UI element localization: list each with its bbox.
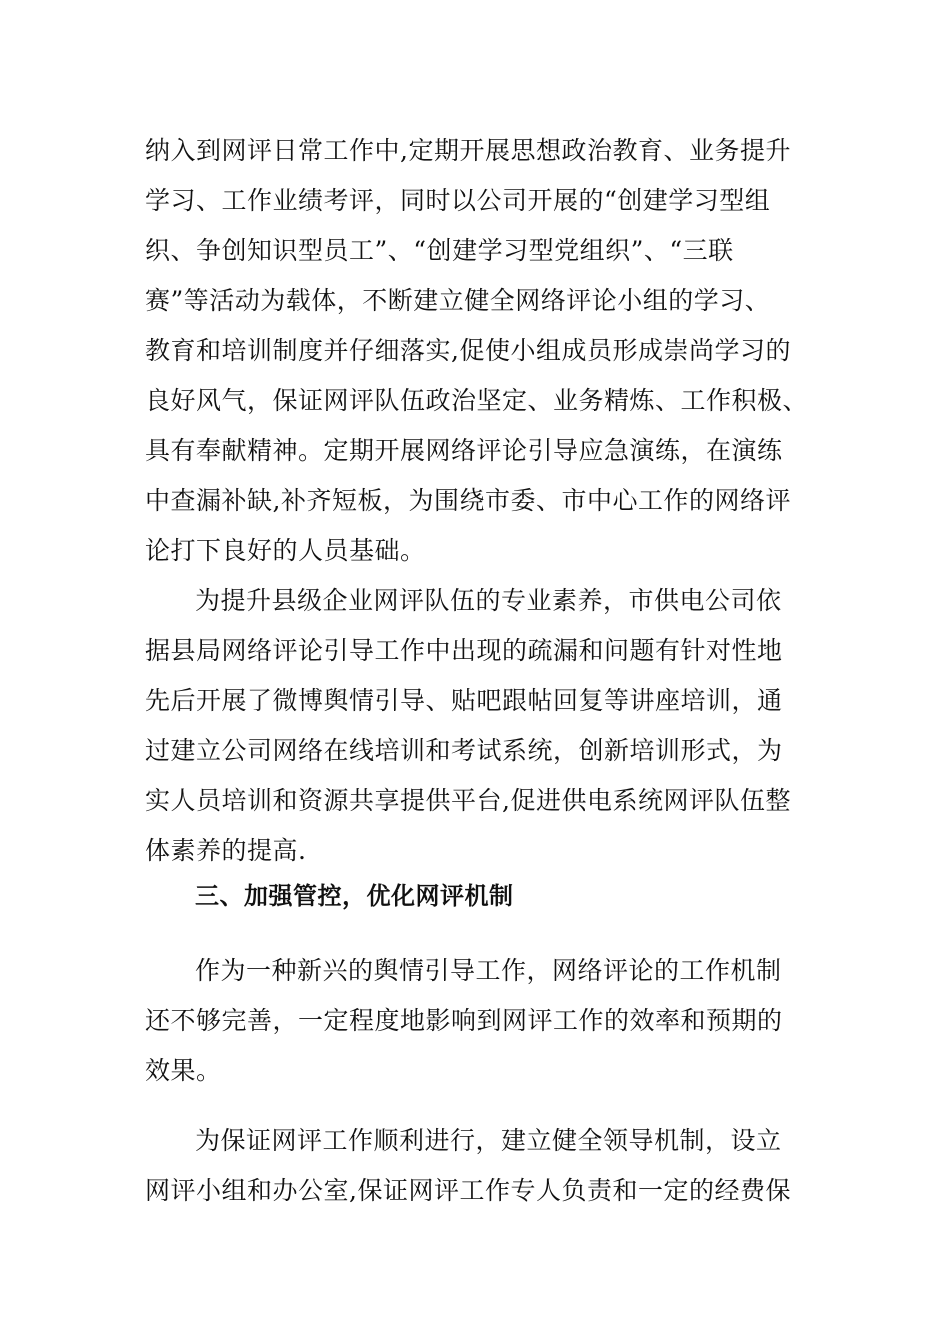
paragraph-line: 良好风气，保证网评队伍政治坚定、业务精炼、工作积极、 [145,386,809,415]
paragraph-line: 论打下良好的人员基础。 [145,536,426,565]
paragraph-line: 织、争创知识型员工”、“创建学习型党组织”、“三联 [145,236,734,265]
paragraph-line: 还不够完善，一定程度地影响到网评工作的效率和预期的 [145,1006,783,1035]
paragraph-line: 效果。 [145,1056,222,1085]
paragraph-line: 纳入到网评日常工作中,定期开展思想政治教育、业务提升 [145,136,791,165]
paragraph-line: 网评小组和办公室,保证网评工作专人负责和一定的经费保 [145,1176,791,1205]
paragraph-line: 作为一种新兴的舆情引导工作，网络评论的工作机制 [195,956,782,985]
paragraph-line: 学习、工作业绩考评，同时以公司开展的“创建学习型组 [145,186,771,215]
paragraph-line: 体素养的提高. [145,836,307,865]
paragraph-line: 中查漏补缺,补齐短板，为围绕市委、市中心工作的网络评 [145,486,791,515]
paragraph-line: 据县局网络评论引导工作中出现的疏漏和问题有针对性地 [145,636,783,665]
section-heading: 三、加强管控，优化网评机制 [195,882,514,910]
paragraph-line: 实人员培训和资源共享提供平台,促进供电系统网评队伍整 [145,786,791,815]
paragraph-line: 为提升县级企业网评队伍的专业素养，市供电公司依 [195,586,782,615]
paragraph-line: 具有奉献精神。定期开展网络评论引导应急演练，在演练 [145,436,783,465]
paragraph-line: 赛”等活动为载体，不断建立健全网络评论小组的学习、 [145,286,771,315]
paragraph-line: 为保证网评工作顺利进行，建立健全领导机制，设立 [195,1126,782,1155]
paragraph-line: 教育和培训制度并仔细落实,促使小组成员形成崇尚学习的 [145,336,791,365]
paragraph-line: 过建立公司网络在线培训和考试系统，创新培训形式，为 [145,736,783,765]
paragraph-line: 先后开展了微博舆情引导、贴吧跟帖回复等讲座培训，通 [145,686,783,715]
